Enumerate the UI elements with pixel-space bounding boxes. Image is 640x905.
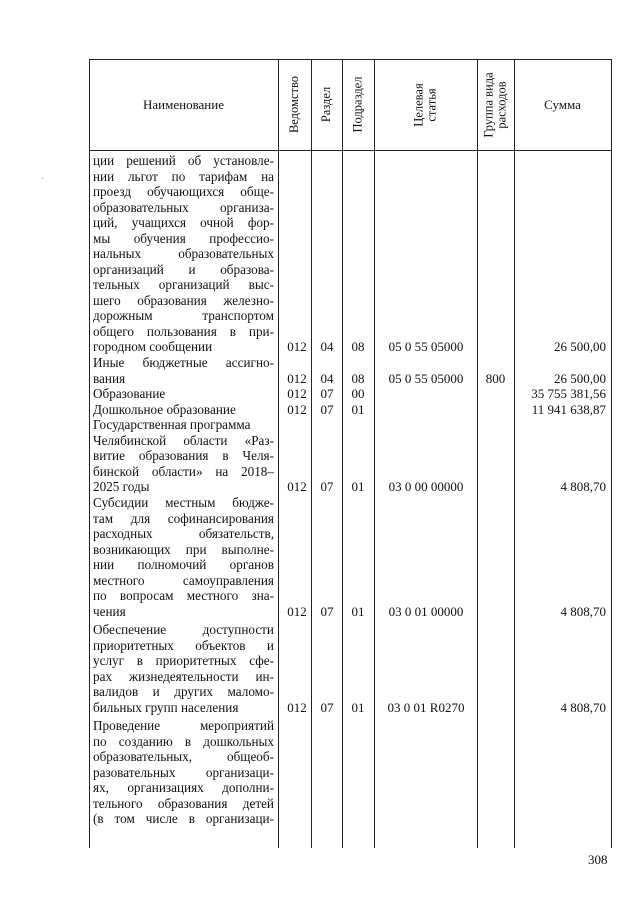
cell-vedomstvo: 012 [287,339,307,354]
header-celevaya [374,59,477,150]
name-line: чения [93,603,126,619]
name-line: бильных групп населения [93,699,239,715]
name-line: Образование [93,386,166,401]
name-line: рах жизнедеятельности ин- [93,668,274,684]
cell-podrazdel: 00 [351,386,365,401]
name-line: нии полномочий органов [93,557,274,572]
header-vedomstvo [278,59,311,150]
cell-celevaya: 05 0 55 05000 [388,339,464,354]
name-line: Государственная программа [93,417,251,432]
name-line: по созданию в дошкольных [93,733,274,749]
cell-summa: 26 500,00 [554,370,606,386]
header-gruppa [477,59,514,150]
cell-razdel: 04 [320,370,334,386]
cell-razdel: 07 [320,386,334,401]
name-line: (в том числе в организаци- [93,811,274,826]
name-line: образовательных, общеоб- [93,749,274,764]
col-divider-4 [374,59,375,848]
header-summa [514,59,611,150]
cell-celevaya: 05 0 55 05000 [388,370,464,386]
cell-vedomstvo: 012 [287,386,307,401]
cell-celevaya: 03 0 01 R0270 [387,699,465,715]
name-line: ции решений об установле- [93,153,274,168]
name-line: Субсидии местным бюдже- [93,495,274,510]
cell-summa: 11 941 638,87 [531,401,606,417]
name-line: 2025 годы [93,479,150,494]
scan-speck [42,178,43,179]
cell-podrazdel: 08 [351,339,365,354]
header-podrazdel-text: Подраздел [350,76,365,133]
header-razdel-text: Раздел [319,86,334,123]
cell-vedomstvo: 012 [287,401,307,417]
header-podrazdel [342,59,374,150]
col-divider-1 [278,59,279,848]
cell-podrazdel: 08 [351,370,365,386]
header-divider [89,150,612,151]
col-divider-3 [342,59,343,848]
name-line: услуг в приоритетных сфе- [93,653,274,668]
name-line: возникающих при выполне- [93,541,274,557]
cell-gruppa: 800 [485,370,506,386]
name-line: ций, учащихся очной фор- [93,215,274,230]
cell-podrazdel: 01 [351,699,365,715]
name-line: вания [93,370,126,386]
header-celevaya-text [413,83,439,126]
name-line: там для софинансирования [93,510,274,526]
name-line: шего образования железно- [93,292,274,308]
header-name [89,59,278,150]
header-vedomstvo-text: Ведомство [287,75,301,134]
name-line: Проведение мероприятий [93,718,274,733]
table-border-left [89,59,90,848]
header-summa-text: Сумма [544,96,581,112]
name-line: витие образования в Челя- [93,448,274,463]
name-line: тельных организаций выс- [93,277,274,292]
cell-celevaya: 03 0 00 00000 [388,479,464,494]
table-border-right [611,59,612,848]
col-divider-6 [514,59,515,848]
col-divider-5 [477,59,478,848]
budget-table [89,59,612,848]
name-line: Дошкольное образование [93,401,236,417]
name-line: разовательных организаци- [93,764,274,780]
cell-podrazdel: 01 [351,479,365,494]
cell-summa: 26 500,00 [554,339,606,354]
name-line: нии льгот по тарифам на [93,168,274,184]
cell-celevaya: 03 0 01 00000 [388,603,464,619]
cell-summa: 4 808,70 [560,479,606,494]
header-celevaya-line2: статья [424,87,439,122]
name-line: по вопросам местного зна- [93,588,274,603]
name-line: Челябинской области «Раз- [93,432,274,448]
name-line: мы обучения профессио- [93,230,274,246]
header-gruppa-line1: Группа вида [481,71,496,138]
name-line: местного самоуправления [93,572,274,588]
cell-summa: 35 755 381,56 [531,386,606,401]
name-line: ях, организациях дополни- [93,780,274,795]
cell-podrazdel: 01 [351,401,365,417]
name-line: Обеспечение доступности [93,622,274,637]
cell-summa: 4 808,70 [560,699,606,715]
cell-razdel: 07 [320,401,334,417]
name-line: городном сообщении [93,339,213,354]
cell-razdel: 07 [320,603,334,619]
header-razdel [311,59,342,150]
col-divider-2 [311,59,312,848]
cell-razdel: 04 [320,339,334,354]
name-line: нальных образовательных [93,246,274,261]
header-name-text: Наименование [143,96,224,112]
cell-vedomstvo: 012 [287,370,307,386]
name-line: Иные бюджетные ассигно- [93,355,274,370]
name-line: организаций и образова- [93,261,274,277]
name-line: бинской области» на 2018– [93,463,274,479]
header-gruppa-line2: расходов [494,80,509,129]
name-line: образовательных организа- [93,199,274,215]
name-line: тельного образования детей [93,795,274,811]
header-gruppa-text [483,72,509,137]
cell-vedomstvo: 012 [287,699,307,715]
name-line: валидов и других маломо- [93,684,274,699]
name-line: приоритетных объектов и [93,637,274,653]
cell-summa: 4 808,70 [560,603,606,619]
page-number: 308 [588,852,608,867]
name-line: общего пользования в при- [93,323,274,339]
cell-vedomstvo: 012 [287,603,307,619]
name-line: дорожным транспортом [93,308,274,323]
header-celevaya-line1: Целевая [411,82,426,127]
cell-podrazdel: 01 [351,603,365,619]
name-line: проезд обучающихся обще- [93,184,274,199]
name-line: расходных обязательств, [93,526,274,541]
cell-vedomstvo: 012 [287,479,307,494]
cell-razdel: 07 [320,479,334,494]
cell-razdel: 07 [320,699,334,715]
